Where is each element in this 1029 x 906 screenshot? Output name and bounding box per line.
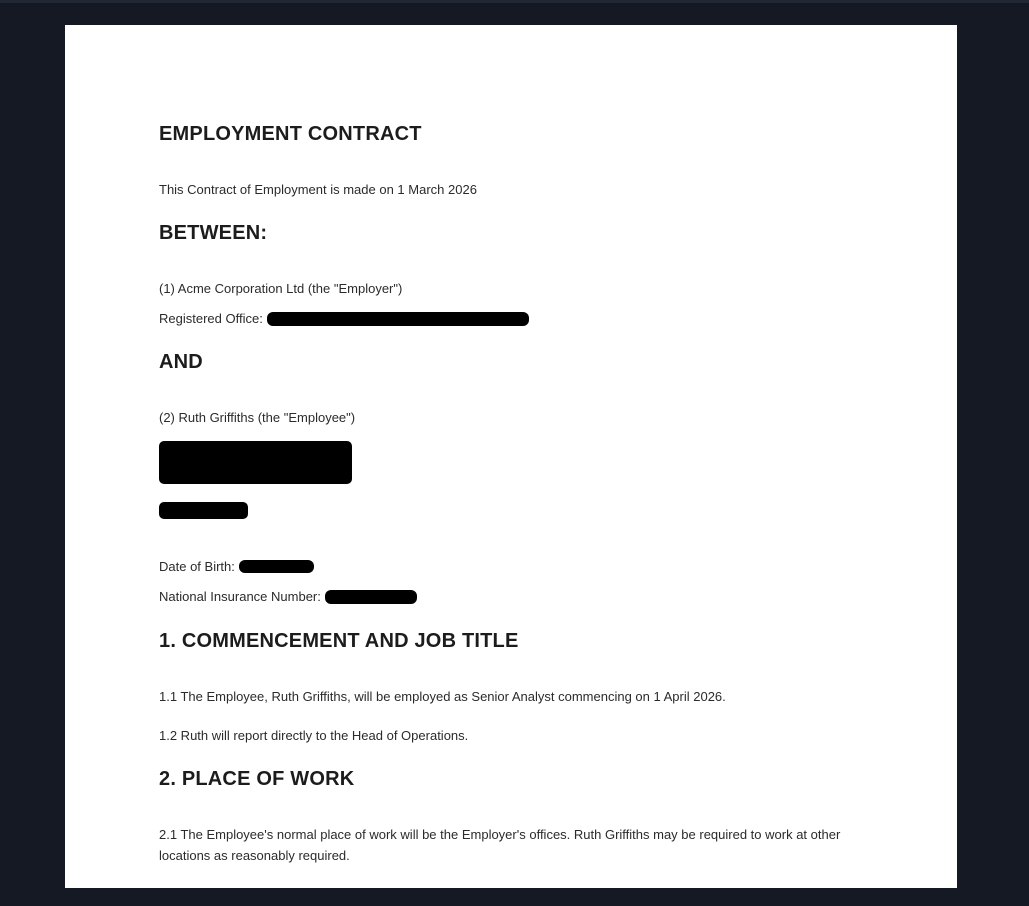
clause-1-2: 1.2 Ruth will report directly to the Head of Operations.	[159, 728, 469, 743]
contract-page	[65, 25, 957, 888]
redaction-dob	[239, 560, 314, 573]
redaction-ni-number	[325, 590, 417, 604]
party-employer: (1) Acme Corporation Ltd (the "Employer")	[159, 281, 403, 296]
ni-label: National Insurance Number:	[159, 589, 321, 604]
ni-line	[159, 586, 863, 607]
section2-heading: 2. PLACE OF WORK	[159, 768, 355, 790]
redaction-employee-address-block	[159, 441, 352, 484]
contract-title: EMPLOYMENT CONTRACT	[159, 123, 422, 145]
contract-intro: This Contract of Employment is made on 1 March 2026	[159, 182, 477, 197]
registered-office-line	[159, 308, 863, 329]
section1-heading: 1. COMMENCEMENT AND JOB TITLE	[159, 630, 519, 652]
clause-2-1: 2.1 The Employee's normal place of work will be the Employer's offices. Ruth Griffiths may be required to work at other locations as reasonably required.	[159, 827, 841, 863]
dob-label: Date of Birth:	[159, 559, 235, 574]
registered-office-label: Registered Office:	[159, 311, 263, 326]
clause-1-1: 1.1 The Employee, Ruth Griffiths, will be employed as Senior Analyst commencing on 1 April 2026.	[159, 689, 726, 704]
and-heading: AND	[159, 351, 203, 373]
redaction-employee-address-line	[159, 502, 248, 519]
dob-line	[159, 556, 863, 577]
window-top-edge	[0, 0, 1029, 3]
party-employee: (2) Ruth Griffiths (the "Employee")	[159, 410, 356, 425]
contract-content	[65, 25, 957, 866]
redaction-registered-office	[267, 312, 529, 326]
between-heading: BETWEEN:	[159, 222, 268, 244]
